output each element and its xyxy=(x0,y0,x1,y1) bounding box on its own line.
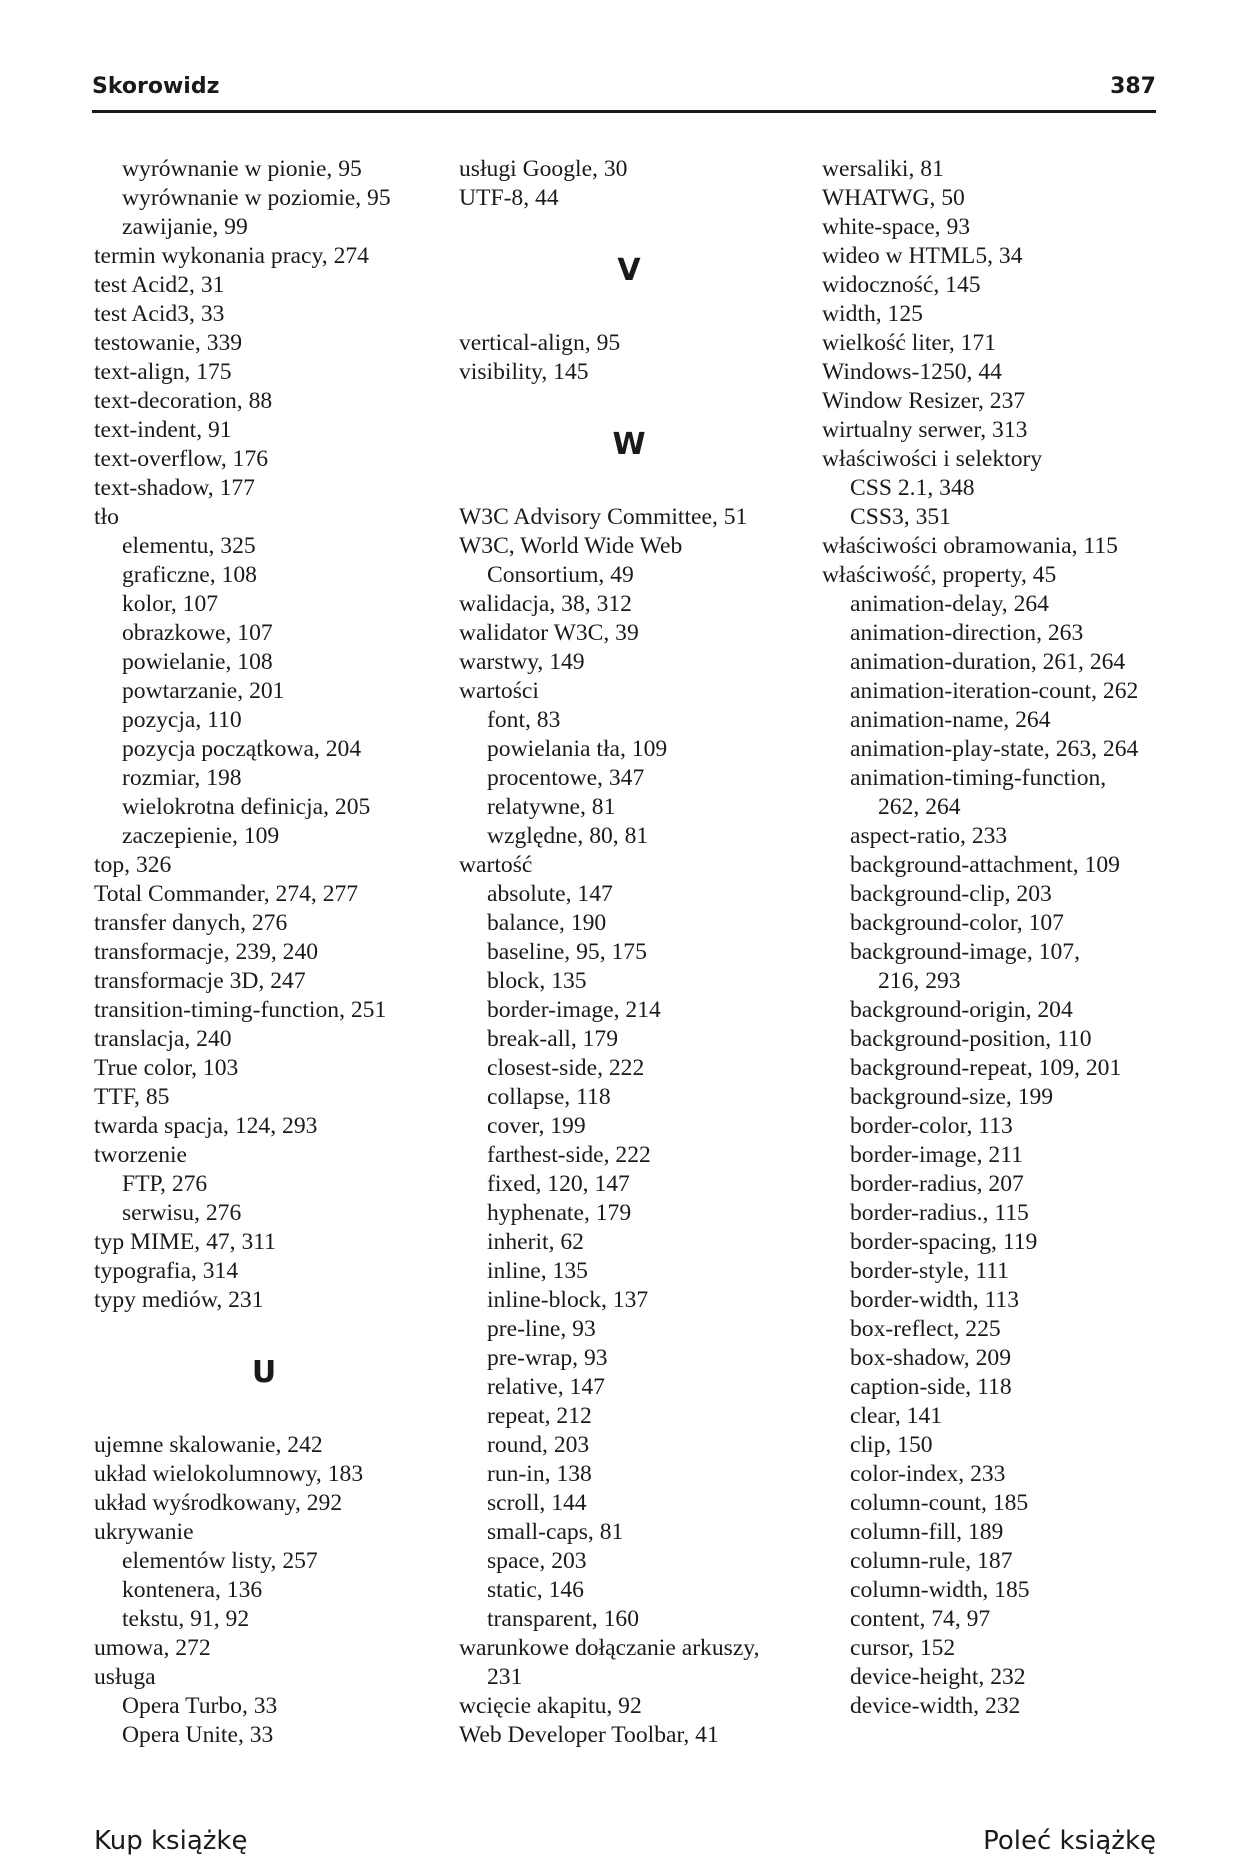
section-title: Skorowidz xyxy=(92,74,220,99)
index-entry: tworzenie xyxy=(94,1142,188,1168)
index-subentry: animation-duration, 261, 264 xyxy=(850,649,1126,675)
index-subentry: block, 135 xyxy=(487,968,587,994)
index-column-1 xyxy=(94,155,434,1750)
index-subentry: balance, 190 xyxy=(487,910,607,936)
index-subentry: elementu, 325 xyxy=(122,533,256,559)
index-subentry: box-shadow, 209 xyxy=(850,1345,1011,1371)
index-entry: wirtualny serwer, 313 xyxy=(822,417,1028,443)
index-entry: Total Commander, 274, 277 xyxy=(94,881,359,907)
index-entry: umowa, 272 xyxy=(94,1635,211,1661)
index-subentry: background-image, 107, xyxy=(850,939,1080,965)
index-entry: transfer danych, 276 xyxy=(94,910,288,936)
index-subentry: round, 203 xyxy=(487,1432,590,1458)
index-subentry: 262, 264 xyxy=(878,794,961,820)
index-subentry: zaczepienie, 109 xyxy=(122,823,280,849)
index-subentry: border-image, 214 xyxy=(487,997,661,1023)
index-entry: test Acid3, 33 xyxy=(94,301,225,327)
index-subentry: device-width, 232 xyxy=(850,1693,1021,1719)
index-subentry: box-reflect, 225 xyxy=(850,1316,1001,1342)
index-subentry: background-repeat, 109, 201 xyxy=(850,1055,1122,1081)
index-entry: text-decoration, 88 xyxy=(94,388,273,414)
index-subentry: powielanie, 108 xyxy=(122,649,273,675)
index-subentry: small-caps, 81 xyxy=(487,1519,624,1545)
index-subentry: Opera Turbo, 33 xyxy=(122,1693,278,1719)
index-subentry: border-style, 111 xyxy=(850,1258,1009,1284)
index-entry: text-overflow, 176 xyxy=(94,446,269,472)
index-subentry: wyrównanie w pionie, 95 xyxy=(122,156,362,182)
index-entry: translacja, 240 xyxy=(94,1026,232,1052)
index-entry: wartości xyxy=(459,678,539,704)
index-subentry: kolor, 107 xyxy=(122,591,219,617)
index-subentry: animation-direction, 263 xyxy=(850,620,1084,646)
index-entry: Web Developer Toolbar, 41 xyxy=(459,1722,719,1748)
index-subentry: tekstu, 91, 92 xyxy=(122,1606,250,1632)
index-subentry: wielokrotna definicja, 205 xyxy=(122,794,371,820)
index-entry: white-space, 93 xyxy=(822,214,971,240)
index-subentry: relative, 147 xyxy=(487,1374,605,1400)
index-subentry: scroll, 144 xyxy=(487,1490,587,1516)
index-subentry: repeat, 212 xyxy=(487,1403,592,1429)
index-subentry: content, 74, 97 xyxy=(850,1606,991,1632)
index-subentry: Consortium, 49 xyxy=(487,562,634,588)
index-subentry: cursor, 152 xyxy=(850,1635,956,1661)
index-entry: top, 326 xyxy=(94,852,172,878)
index-subentry: CSS 2.1, 348 xyxy=(850,475,975,501)
index-subentry: animation-delay, 264 xyxy=(850,591,1049,617)
index-subentry: zawijanie, 99 xyxy=(122,214,248,240)
index-subentry: inherit, 62 xyxy=(487,1229,584,1255)
index-subentry: pre-wrap, 93 xyxy=(487,1345,608,1371)
index-entry: tło xyxy=(94,504,119,530)
index-subentry: 231 xyxy=(487,1664,523,1690)
index-subentry: hyphenate, 179 xyxy=(487,1200,632,1226)
index-subentry: border-width, 113 xyxy=(850,1287,1020,1313)
index-entry: WHATWG, 50 xyxy=(822,185,965,211)
index-subentry: serwisu, 276 xyxy=(122,1200,242,1226)
index-subentry: color-index, 233 xyxy=(850,1461,1006,1487)
index-subentry: powielania tła, 109 xyxy=(487,736,668,762)
index-subentry: background-position, 110 xyxy=(850,1026,1092,1052)
index-entry: transition-timing-function, 251 xyxy=(94,997,387,1023)
index-entry: width, 125 xyxy=(822,301,923,327)
index-subentry: border-image, 211 xyxy=(850,1142,1023,1168)
running-header xyxy=(92,70,1156,113)
index-entry: W3C, World Wide Web xyxy=(459,533,683,559)
index-subentry: border-radius, 207 xyxy=(850,1171,1024,1197)
index-entry: ukrywanie xyxy=(94,1519,194,1545)
index-entry: typografia, 314 xyxy=(94,1258,239,1284)
index-subentry: animation-play-state, 263, 264 xyxy=(850,736,1139,762)
index-entry: wideo w HTML5, 34 xyxy=(822,243,1023,269)
index-subentry: background-origin, 204 xyxy=(850,997,1073,1023)
index-subentry: FTP, 276 xyxy=(122,1171,208,1197)
index-entry: True color, 103 xyxy=(94,1055,239,1081)
index-entry: walidator W3C, 39 xyxy=(459,620,639,646)
index-entry: wartość xyxy=(459,852,533,878)
index-subentry: aspect-ratio, 233 xyxy=(850,823,1008,849)
index-subentry: Opera Unite, 33 xyxy=(122,1722,274,1748)
index-entry: usługi Google, 30 xyxy=(459,156,628,182)
index-subentry: inline-block, 137 xyxy=(487,1287,649,1313)
index-subentry: clip, 150 xyxy=(850,1432,933,1458)
index-entry: wcięcie akapitu, 92 xyxy=(459,1693,642,1719)
index-subentry: animation-name, 264 xyxy=(850,707,1051,733)
index-subentry: inline, 135 xyxy=(487,1258,588,1284)
index-entry: text-align, 175 xyxy=(94,359,232,385)
index-entry: właściwość, property, 45 xyxy=(822,562,1057,588)
page-number: 387 xyxy=(1110,74,1156,99)
index-subentry: pozycja, 110 xyxy=(122,707,242,733)
index-entry: testowanie, 339 xyxy=(94,330,243,356)
index-subentry: animation-iteration-count, 262 xyxy=(850,678,1139,704)
index-entry: text-indent, 91 xyxy=(94,417,232,443)
index-subentry: static, 146 xyxy=(487,1577,584,1603)
index-subentry: caption-side, 118 xyxy=(850,1374,1012,1400)
index-subentry: obrazkowe, 107 xyxy=(122,620,273,646)
index-subentry: baseline, 95, 175 xyxy=(487,939,647,965)
index-subentry: procentowe, 347 xyxy=(487,765,645,791)
index-entry: właściwości i selektory xyxy=(822,446,1043,472)
index-entry: vertical-align, 95 xyxy=(459,330,621,356)
index-subentry: column-width, 185 xyxy=(850,1577,1030,1603)
index-subentry: powtarzanie, 201 xyxy=(122,678,285,704)
index-entry: układ wielokolumnowy, 183 xyxy=(94,1461,364,1487)
index-subentry: border-color, 113 xyxy=(850,1113,1013,1139)
letter-heading: U xyxy=(251,1355,277,1390)
index-subentry: pre-line, 93 xyxy=(487,1316,596,1342)
index-entry: transformacje 3D, 247 xyxy=(94,968,306,994)
letter-heading: V xyxy=(617,253,641,288)
buy-book-link[interactable]: Kup książkę xyxy=(94,1826,248,1856)
index-subentry: closest-side, 222 xyxy=(487,1055,645,1081)
index-subentry: kontenera, 136 xyxy=(122,1577,263,1603)
index-entry: widoczność, 145 xyxy=(822,272,981,298)
index-entry: UTF-8, 44 xyxy=(459,185,559,211)
index-entry: typy mediów, 231 xyxy=(94,1287,264,1313)
index-entry: text-shadow, 177 xyxy=(94,475,255,501)
index-subentry: border-spacing, 119 xyxy=(850,1229,1038,1255)
index-subentry: break-all, 179 xyxy=(487,1026,619,1052)
index-entry: visibility, 145 xyxy=(459,359,589,385)
index-subentry: absolute, 147 xyxy=(487,881,613,907)
index-subentry: graficzne, 108 xyxy=(122,562,257,588)
index-subentry: elementów listy, 257 xyxy=(122,1548,318,1574)
index-entry: wersaliki, 81 xyxy=(822,156,944,182)
index-entry: Window Resizer, 237 xyxy=(822,388,1026,414)
index-entry: TTF, 85 xyxy=(94,1084,170,1110)
index-entry: warstwy, 149 xyxy=(459,649,585,675)
index-subentry: border-radius., 115 xyxy=(850,1200,1029,1226)
index-subentry: CSS3, 351 xyxy=(850,504,951,530)
index-subentry: space, 203 xyxy=(487,1548,587,1574)
index-subentry: font, 83 xyxy=(487,707,561,733)
index-subentry: transparent, 160 xyxy=(487,1606,639,1632)
index-subentry: background-attachment, 109 xyxy=(850,852,1120,878)
index-entry: warunkowe dołączanie arkuszy, xyxy=(459,1635,760,1661)
index-subentry: collapse, 118 xyxy=(487,1084,611,1110)
index-subentry: clear, 141 xyxy=(850,1403,943,1429)
index-subentry: farthest-side, 222 xyxy=(487,1142,651,1168)
index-entry: W3C Advisory Committee, 51 xyxy=(459,504,748,530)
index-subentry: pozycja początkowa, 204 xyxy=(122,736,362,762)
index-subentry: względne, 80, 81 xyxy=(487,823,649,849)
recommend-book-link[interactable]: Poleć książkę xyxy=(983,1826,1156,1856)
index-subentry: 216, 293 xyxy=(878,968,961,994)
index-entry: usługa xyxy=(94,1664,156,1690)
index-subentry: background-color, 107 xyxy=(850,910,1064,936)
index-subentry: background-clip, 203 xyxy=(850,881,1052,907)
index-subentry: column-count, 185 xyxy=(850,1490,1029,1516)
index-subentry: relatywne, 81 xyxy=(487,794,616,820)
index-entry: typ MIME, 47, 311 xyxy=(94,1229,276,1255)
index-subentry: column-rule, 187 xyxy=(850,1548,1013,1574)
index-entry: twarda spacja, 124, 293 xyxy=(94,1113,318,1139)
index-subentry: background-size, 199 xyxy=(850,1084,1054,1110)
index-subentry: device-height, 232 xyxy=(850,1664,1026,1690)
index-entry: ujemne skalowanie, 242 xyxy=(94,1432,323,1458)
index-column-3 xyxy=(822,155,1162,1721)
index-entry: transformacje, 239, 240 xyxy=(94,939,319,965)
index-column-2 xyxy=(459,155,799,1750)
index-entry: właściwości obramowania, 115 xyxy=(822,533,1118,559)
index-entry: układ wyśrodkowany, 292 xyxy=(94,1490,343,1516)
index-subentry: rozmiar, 198 xyxy=(122,765,242,791)
index-entry: wielkość liter, 171 xyxy=(822,330,997,356)
index-subentry: wyrównanie w poziomie, 95 xyxy=(122,185,391,211)
index-subentry: run-in, 138 xyxy=(487,1461,592,1487)
index-subentry: animation-timing-function, xyxy=(850,765,1107,791)
index-entry: termin wykonania pracy, 274 xyxy=(94,243,369,269)
index-entry: test Acid2, 31 xyxy=(94,272,225,298)
index-entry: Windows-1250, 44 xyxy=(822,359,1002,385)
index-subentry: column-fill, 189 xyxy=(850,1519,1004,1545)
letter-heading: W xyxy=(612,427,646,462)
index-entry: walidacja, 38, 312 xyxy=(459,591,632,617)
index-subentry: fixed, 120, 147 xyxy=(487,1171,630,1197)
index-subentry: cover, 199 xyxy=(487,1113,586,1139)
